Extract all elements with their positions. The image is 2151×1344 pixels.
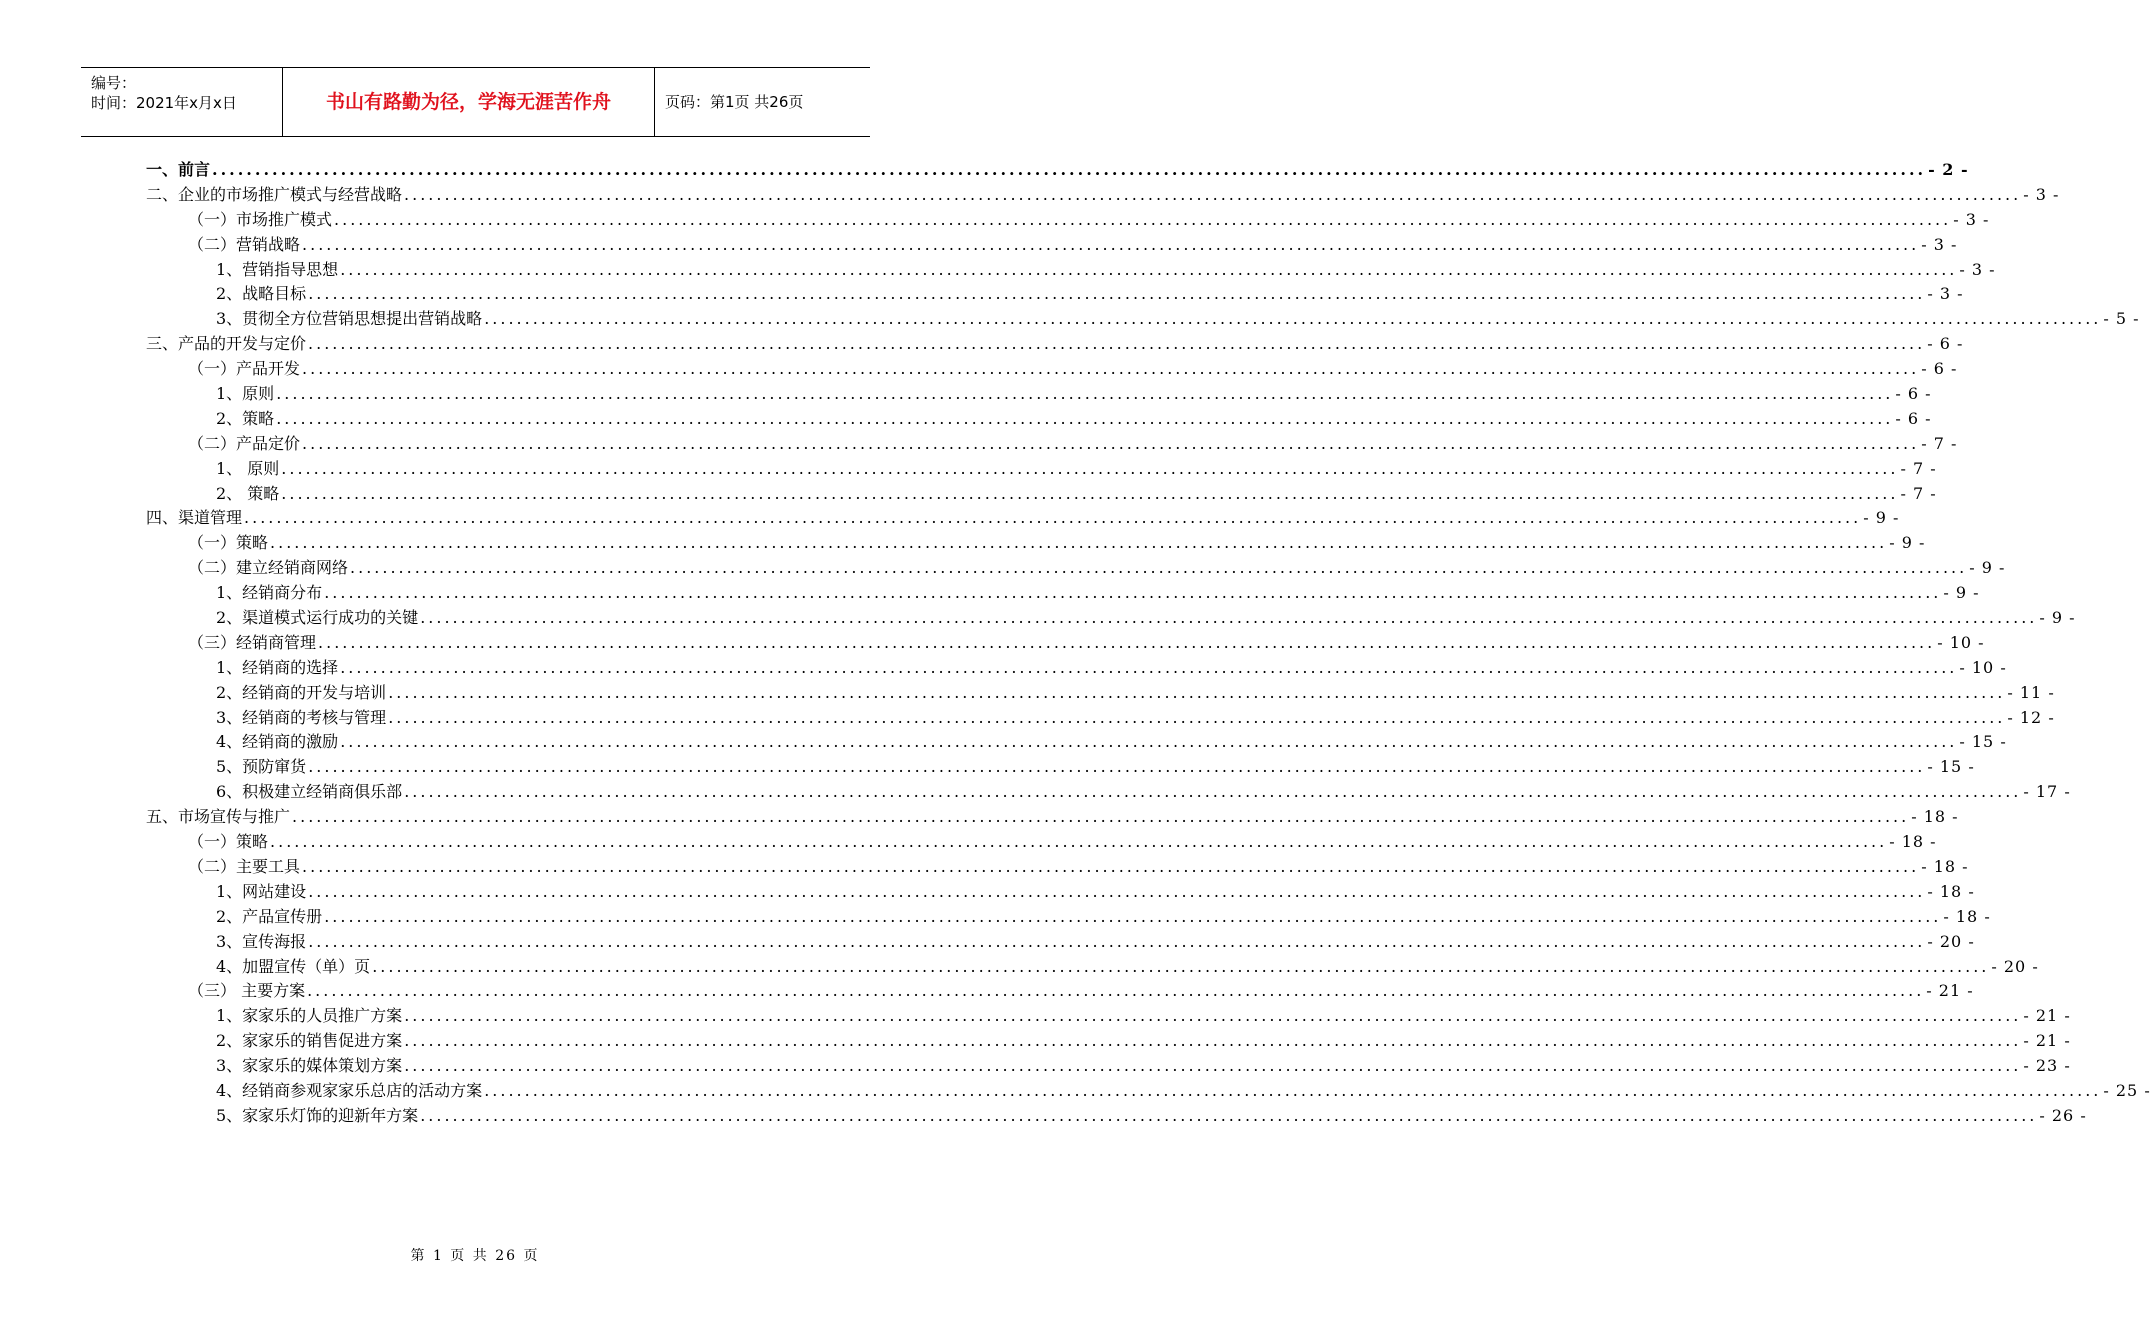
toc-leader-dots: ........................................................................................................................................................................................................ bbox=[302, 359, 1920, 379]
toc-entry[interactable] bbox=[146, 407, 1932, 432]
toc-leader-dots: ........................................................................................................................................................................................................ bbox=[244, 508, 1862, 528]
toc-entry-page: - 23 - bbox=[2023, 1056, 2071, 1076]
toc-entry-title: 一、前言 bbox=[146, 160, 211, 179]
toc-leader-dots: ........................................................................................................................................................................................................ bbox=[484, 1080, 2102, 1100]
toc-entry-page: - 17 - bbox=[2023, 782, 2071, 802]
toc-entry-title: （三）经销商管理 bbox=[188, 632, 317, 652]
toc-entry[interactable] bbox=[146, 606, 2076, 631]
toc-entry[interactable] bbox=[146, 332, 1964, 357]
toc-leader-dots: ........................................................................................................................................................................................................ bbox=[324, 583, 1942, 603]
toc-entry[interactable] bbox=[146, 457, 1937, 482]
toc-entry-title: 4、经销商参观家家乐总店的活动方案 bbox=[216, 1080, 483, 1100]
toc-entry-title: （一）策略 bbox=[188, 832, 269, 852]
toc-entry[interactable] bbox=[146, 506, 1900, 531]
toc-entry-title: （二）产品定价 bbox=[188, 433, 301, 453]
toc-entry-page: - 18 - bbox=[1911, 807, 1959, 827]
toc-entry-page: - 12 - bbox=[2007, 707, 2055, 727]
toc-leader-dots: ........................................................................................................................................................................................................ bbox=[292, 807, 1910, 827]
toc-leader-dots: ........................................................................................................................................................................................................ bbox=[302, 234, 1920, 254]
toc-entry-page: - 7 - bbox=[1921, 433, 1958, 453]
toc-leader-dots: ........................................................................................................................................................................................................ bbox=[388, 682, 2006, 702]
toc-leader-dots: ........................................................................................................................................................................................................ bbox=[340, 732, 1958, 752]
toc-entry[interactable] bbox=[146, 1029, 2071, 1054]
toc-entry-title: 2、经销商的开发与培训 bbox=[216, 682, 387, 702]
toc-entry-page: - 7 - bbox=[1900, 483, 1937, 503]
toc-leader-dots: ........................................................................................................................................................................................................ bbox=[404, 1006, 2022, 1026]
toc-entry-page: - 26 - bbox=[2039, 1105, 2087, 1125]
toc-leader-dots: ........................................................................................................................................................................................................ bbox=[302, 856, 1920, 876]
toc-entry-title: 1、家家乐的人员推广方案 bbox=[216, 1006, 403, 1026]
toc-leader-dots: ........................................................................................................................................................................................................ bbox=[404, 184, 2022, 204]
toc-leader-dots: ........................................................................................................................................................................................................ bbox=[420, 1105, 2038, 1125]
toc-entry-title: 2、战略目标 bbox=[216, 284, 307, 304]
toc-entry-page: - 18 - bbox=[1943, 906, 1991, 926]
toc-entry-page: - 9 - bbox=[1943, 583, 1980, 603]
toc-leader-dots: ........................................................................................................................................................................................................ bbox=[276, 408, 1894, 428]
toc-entry-page: - 18 - bbox=[1921, 856, 1969, 876]
toc-entry[interactable] bbox=[146, 805, 1959, 830]
toc-leader-dots: ........................................................................................................................................................................................................ bbox=[350, 558, 1968, 578]
toc-entry[interactable] bbox=[146, 482, 1937, 507]
table-of-contents bbox=[146, 158, 2151, 1129]
toc-entry-title: 1、经销商分布 bbox=[216, 583, 323, 603]
page-footer: 第 1 页 共 26 页 bbox=[410, 1248, 540, 1264]
toc-entry-title: 2、渠道模式运行成功的关键 bbox=[216, 608, 419, 628]
toc-entry-title: 2、 策略 bbox=[216, 483, 280, 503]
toc-entry[interactable] bbox=[146, 631, 1985, 656]
toc-entry-page: - 3 - bbox=[1927, 284, 1964, 304]
toc-entry-page: - 15 - bbox=[1927, 757, 1975, 777]
toc-entry[interactable] bbox=[146, 282, 1964, 307]
toc-entry-page: - 9 - bbox=[1889, 533, 1926, 553]
toc-entry[interactable] bbox=[146, 905, 1991, 930]
toc-leader-dots: ........................................................................................................................................................................................................ bbox=[307, 981, 1925, 1001]
toc-entry-page: - 9 - bbox=[2039, 608, 2076, 628]
toc-entry[interactable] bbox=[146, 432, 1958, 457]
toc-entry[interactable] bbox=[146, 581, 1980, 606]
toc-entry-title: 5、家家乐灯饰的迎新年方案 bbox=[216, 1105, 419, 1125]
toc-entry-title: 3、家家乐的媒体策划方案 bbox=[216, 1056, 403, 1076]
toc-entry[interactable] bbox=[146, 158, 1969, 183]
toc-entry[interactable] bbox=[146, 531, 1926, 556]
toc-entry-page: - 6 - bbox=[1895, 408, 1932, 428]
toc-entry[interactable] bbox=[146, 755, 1975, 780]
toc-leader-dots: ........................................................................................................................................................................................................ bbox=[281, 458, 1899, 478]
toc-entry-title: 4、经销商的激励 bbox=[216, 732, 339, 752]
toc-entry-page: - 7 - bbox=[1900, 458, 1937, 478]
toc-leader-dots: ........................................................................................................................................................................................................ bbox=[340, 259, 1958, 279]
toc-entry-title: 1、网站建设 bbox=[216, 881, 307, 901]
toc-entry-page: - 15 - bbox=[1959, 732, 2007, 752]
toc-entry-title: （一）产品开发 bbox=[188, 359, 301, 379]
toc-entry[interactable] bbox=[146, 780, 2071, 805]
document-number-label: 编号： bbox=[91, 74, 137, 92]
toc-leader-dots: ........................................................................................................................................................................................................ bbox=[308, 284, 1926, 304]
toc-entry-page: - 3 - bbox=[1921, 234, 1958, 254]
header-motto: 书山有路勤为径，学海无涯苦作舟 bbox=[282, 68, 655, 136]
toc-entry-title: 1、原则 bbox=[216, 384, 275, 404]
toc-entry-page: - 3 - bbox=[2023, 184, 2060, 204]
toc-entry-title: 1、营销指导思想 bbox=[216, 259, 339, 279]
toc-entry[interactable] bbox=[146, 357, 1958, 382]
toc-entry[interactable] bbox=[146, 258, 1996, 283]
toc-entry-title: 2、策略 bbox=[216, 408, 275, 428]
toc-leader-dots: ........................................................................................................................................................................................................ bbox=[404, 782, 2022, 802]
toc-entry-title: 3、贯彻全方位营销思想提出营销战略 bbox=[216, 309, 483, 329]
header-info-cell bbox=[81, 68, 282, 136]
toc-entry-page: - 3 - bbox=[1953, 209, 1990, 229]
toc-entry-page: - 6 - bbox=[1927, 334, 1964, 354]
toc-entry-page: - 5 - bbox=[2103, 309, 2140, 329]
toc-leader-dots: ........................................................................................................................................................................................................ bbox=[281, 483, 1899, 503]
toc-entry-title: 5、预防窜货 bbox=[216, 757, 307, 777]
toc-entry-title: 二、企业的市场推广模式与经营战略 bbox=[146, 184, 403, 204]
toc-entry[interactable] bbox=[146, 706, 2055, 731]
header-page-label: 页码：第1页 共26页 bbox=[665, 93, 804, 111]
toc-entry-title: 6、积极建立经销商俱乐部 bbox=[216, 782, 403, 802]
toc-leader-dots: ........................................................................................................................................................................................................ bbox=[308, 757, 1926, 777]
toc-entry[interactable] bbox=[146, 1104, 2087, 1129]
toc-leader-dots: ........................................................................................................................................................................................................ bbox=[318, 632, 1936, 652]
toc-entry-page: - 9 - bbox=[1969, 558, 2006, 578]
toc-entry[interactable] bbox=[146, 730, 2007, 755]
toc-entry[interactable] bbox=[146, 1004, 2071, 1029]
toc-entry-page: - 9 - bbox=[1863, 508, 1900, 528]
toc-entry[interactable] bbox=[146, 382, 1932, 407]
toc-entry-title: 3、宣传海报 bbox=[216, 931, 307, 951]
toc-entry-page: - 10 - bbox=[1937, 632, 1985, 652]
toc-entry[interactable] bbox=[146, 681, 2055, 706]
page-header bbox=[81, 67, 870, 137]
toc-entry[interactable] bbox=[146, 233, 1958, 258]
toc-entry[interactable] bbox=[146, 855, 1969, 880]
toc-entry-title: 3、经销商的考核与管理 bbox=[216, 707, 387, 727]
toc-entry-page: - 18 - bbox=[1927, 881, 1975, 901]
toc-leader-dots: ........................................................................................................................................................................................................ bbox=[302, 433, 1920, 453]
toc-leader-dots: ........................................................................................................................................................................................................ bbox=[404, 1056, 2022, 1076]
toc-leader-dots: ........................................................................................................................................................................................................ bbox=[308, 931, 1926, 951]
toc-entry-title: 五、市场宣传与推广 bbox=[146, 807, 291, 827]
toc-entry[interactable] bbox=[146, 880, 1975, 905]
toc-leader-dots: ........................................................................................................................................................................................................ bbox=[484, 309, 2102, 329]
toc-entry[interactable] bbox=[146, 955, 2039, 980]
toc-entry-title: 4、加盟宣传（单）页 bbox=[216, 956, 371, 976]
toc-entry-title: 2、家家乐的销售促进方案 bbox=[216, 1031, 403, 1051]
toc-leader-dots: ........................................................................................................................................................................................................ bbox=[270, 832, 1888, 852]
toc-entry-title: （二）建立经销商网络 bbox=[188, 558, 349, 578]
toc-entry-title: （一）市场推广模式 bbox=[188, 209, 333, 229]
toc-entry-page: - 25 - bbox=[2103, 1080, 2151, 1100]
toc-entry-title: （二）主要工具 bbox=[188, 856, 301, 876]
toc-entry-page: - 2 - bbox=[1928, 160, 1969, 179]
toc-entry-page: - 11 - bbox=[2007, 682, 2055, 702]
toc-entry[interactable] bbox=[146, 307, 2140, 332]
toc-leader-dots: ........................................................................................................................................................................................................ bbox=[334, 209, 1952, 229]
toc-entry-page: - 20 - bbox=[1991, 956, 2039, 976]
toc-entry[interactable] bbox=[146, 1054, 2071, 1079]
toc-entry[interactable] bbox=[146, 830, 1937, 855]
toc-entry-title: 1、经销商的选择 bbox=[216, 657, 339, 677]
toc-leader-dots: ........................................................................................................................................................................................................ bbox=[212, 160, 1927, 179]
toc-leader-dots: ........................................................................................................................................................................................................ bbox=[420, 608, 2038, 628]
toc-entry-page: - 3 - bbox=[1959, 259, 1996, 279]
toc-entry-page: - 10 - bbox=[1959, 657, 2007, 677]
toc-entry-page: - 21 - bbox=[1926, 981, 1974, 1001]
toc-entry-title: 2、产品宣传册 bbox=[216, 906, 323, 926]
toc-leader-dots: ........................................................................................................................................................................................................ bbox=[308, 334, 1926, 354]
toc-leader-dots: ........................................................................................................................................................................................................ bbox=[372, 956, 1990, 976]
toc-entry-title: 四、渠道管理 bbox=[146, 508, 243, 528]
toc-entry-title: （二）营销战略 bbox=[188, 234, 301, 254]
toc-leader-dots: ........................................................................................................................................................................................................ bbox=[388, 707, 2006, 727]
toc-leader-dots: ........................................................................................................................................................................................................ bbox=[404, 1031, 2022, 1051]
toc-entry-title: （三） 主要方案 bbox=[188, 981, 306, 1001]
toc-entry-title: （一）策略 bbox=[188, 533, 269, 553]
toc-entry-page: - 21 - bbox=[2023, 1006, 2071, 1026]
document-time-label: 时间：2021年x月x日 bbox=[91, 94, 237, 112]
toc-leader-dots: ........................................................................................................................................................................................................ bbox=[270, 533, 1888, 553]
toc-entry[interactable] bbox=[146, 556, 2006, 581]
toc-entry-page: - 21 - bbox=[2023, 1031, 2071, 1051]
toc-entry-title: 1、 原则 bbox=[216, 458, 280, 478]
toc-entry[interactable] bbox=[146, 656, 2007, 681]
toc-entry-page: - 20 - bbox=[1927, 931, 1975, 951]
toc-entry-page: - 6 - bbox=[1895, 384, 1932, 404]
toc-entry[interactable] bbox=[146, 930, 1975, 955]
toc-leader-dots: ........................................................................................................................................................................................................ bbox=[276, 384, 1894, 404]
toc-leader-dots: ........................................................................................................................................................................................................ bbox=[340, 657, 1958, 677]
toc-entry-page: - 18 - bbox=[1889, 832, 1937, 852]
toc-entry[interactable] bbox=[146, 183, 2060, 208]
toc-entry[interactable] bbox=[146, 1079, 2151, 1104]
toc-entry[interactable] bbox=[146, 979, 1974, 1004]
toc-leader-dots: ........................................................................................................................................................................................................ bbox=[308, 881, 1926, 901]
toc-entry[interactable] bbox=[146, 208, 1990, 233]
toc-entry-title: 三、产品的开发与定价 bbox=[146, 334, 307, 354]
toc-entry-page: - 6 - bbox=[1921, 359, 1958, 379]
toc-leader-dots: ........................................................................................................................................................................................................ bbox=[324, 906, 1942, 926]
